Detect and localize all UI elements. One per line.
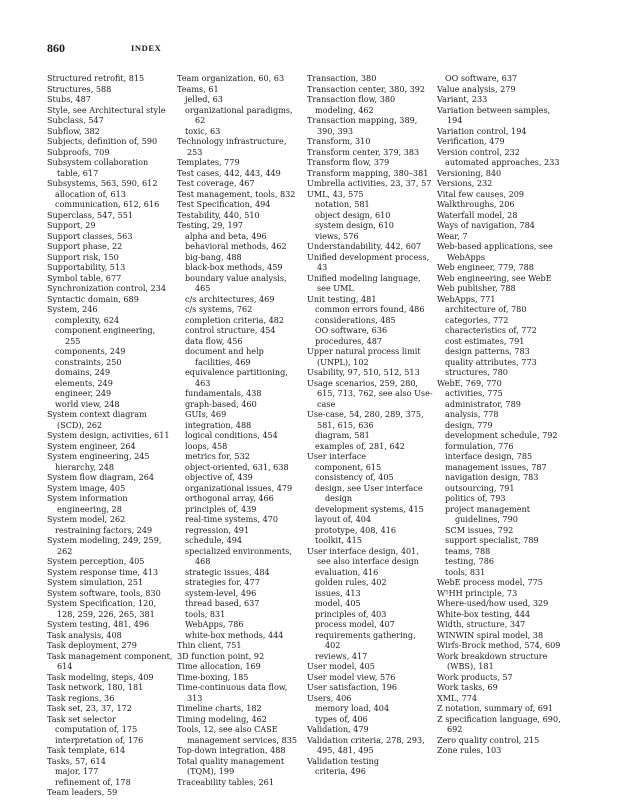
index-entry: Work products, 57 <box>437 671 513 682</box>
index-subentry: layout of, 404 <box>315 514 372 524</box>
index-entry: Versions, 232 <box>437 178 493 188</box>
index-entry: Test cases, 442, 443, 449 <box>177 167 281 178</box>
index-entry: Team organization, 60, 63 <box>177 73 285 83</box>
index-subentry: modeling, 462 <box>315 104 374 115</box>
index-entry: Syntactic domain, 689 <box>47 293 139 304</box>
index-subentry: domains, 249 <box>55 367 111 377</box>
index-entry: User model, 405 <box>307 661 375 671</box>
index-subentry: component engineering, 255 <box>55 325 156 346</box>
index-entry: Z specification language, 690, 692 <box>437 713 561 734</box>
index-entry: XML, 774 <box>437 692 478 703</box>
index-subentry: system-level, 496 <box>185 587 257 598</box>
index-subentry: support specialist, 789 <box>445 535 539 545</box>
index-subentry: interpretation of, 176 <box>55 734 144 745</box>
index-entry: Walkthroughs, 206 <box>437 199 515 209</box>
index-entry: Variant, 233 <box>437 94 488 104</box>
index-subentry: organizational paradigms, 62 <box>185 104 293 125</box>
index-subentry: elements, 249 <box>55 377 113 388</box>
index-entry: WebE, 769, 770 <box>437 377 502 388</box>
index-entry: Subjects, definition of, 590 <box>47 136 158 146</box>
index-entry: Task regions, 36 <box>47 692 115 703</box>
index-entry: Vital few causes, 209 <box>437 188 525 199</box>
index-entry: Usability, 97, 510, 512, 513 <box>307 367 420 377</box>
index-subentry: GUIs, 469 <box>185 409 227 419</box>
index-entry: User interface <box>307 451 367 461</box>
index-entry: Teams, 61 <box>177 83 219 94</box>
index-subentry: views, 576 <box>315 230 359 241</box>
index-entry: Verification, 479 <box>437 136 505 146</box>
index-entry: Total quality management (TQM), 199 <box>177 755 285 776</box>
index-entry: Task network, 180, 181 <box>47 682 144 692</box>
index-entry: W⁵HH principle, 73 <box>437 587 518 598</box>
index-entry: Transform mapping, 380–381 <box>307 167 429 178</box>
index-subentry: consistency of, 405 <box>315 472 394 482</box>
index-entry: Supportability, 513 <box>47 262 126 272</box>
index-entry: Transform center, 379, 383 <box>307 146 420 157</box>
index-subentry: procedures, 487 <box>315 335 383 346</box>
index-entry: System simulation, 251 <box>47 577 144 587</box>
index-entry: Support classes, 563 <box>47 230 133 241</box>
index-entry: Technology infrastructure, 253 <box>177 136 287 157</box>
index-subentry: component, 615 <box>315 461 382 472</box>
index-subentry: system design, 610 <box>315 220 394 230</box>
index-entry: System engineering, 245 <box>47 451 150 461</box>
page-number: 860 <box>47 41 65 55</box>
index-entry: Timeline charts, 182 <box>177 703 262 713</box>
index-entry: WebApps, 771 <box>437 293 496 304</box>
index-entry: Synchronization control, 234 <box>47 283 167 293</box>
index-entry: Support, 29 <box>47 220 96 230</box>
index-entry: Time-continuous data flow, 313 <box>177 682 288 703</box>
index-subentry: refinement of, 178 <box>55 776 131 787</box>
index-entry: WINWIN spiral model, 38 <box>437 629 544 640</box>
index-entry: Zero quality control, 215 <box>437 734 540 745</box>
index-entry: System software, tools, 830 <box>47 587 161 598</box>
index-entry: Transaction mapping, 389, 390, 393 <box>307 115 418 136</box>
index-subentry: outsourcing, 791 <box>445 482 515 493</box>
index-subentry: teams, 788 <box>445 545 491 556</box>
index-subentry: components, 249 <box>55 346 126 356</box>
index-entry: Validation criteria, 278, 293, 495, 481, 495 <box>307 734 425 755</box>
index-entry: Subsystem collaboration table, 617 <box>47 157 149 178</box>
index-entry: Users, 406 <box>307 692 352 703</box>
index-entry: System response time, 413 <box>47 566 159 577</box>
index-subentry: quality attributes, 773 <box>445 356 537 367</box>
index-entry: Testability, 440, 510 <box>177 209 260 220</box>
index-column-1 <box>47 73 173 798</box>
index-subentry: document and help facilities, 469 <box>185 346 264 367</box>
index-column-2 <box>177 73 303 787</box>
index-entry: UML, 43, 575 <box>307 188 364 199</box>
index-entry: Upper natural process limit (UNPL), 102 <box>307 346 421 367</box>
index-subentry: schedule, 494 <box>185 535 243 545</box>
index-subentry: white-box methods, 444 <box>185 629 284 640</box>
index-subentry: toolkit, 415 <box>315 535 362 545</box>
index-subentry: categories, 772 <box>445 314 509 325</box>
index-subentry: object design, 610 <box>315 209 391 220</box>
index-entry: Ways of navigation, 784 <box>437 220 535 230</box>
index-entry: Test Specification, 494 <box>177 199 271 209</box>
index-subentry: behavioral methods, 462 <box>185 241 287 251</box>
index-entry: System image, 405 <box>47 482 126 493</box>
index-subentry: development systems, 415 <box>315 503 424 514</box>
index-entry: Structures, 588 <box>47 83 112 94</box>
index-entry: Task set selector <box>47 713 116 724</box>
index-subentry: requirements gathering, 402 <box>315 629 416 650</box>
index-subentry: logical conditions, 454 <box>185 430 278 440</box>
index-entry: Transaction center, 380, 392 <box>307 83 426 94</box>
index-column-3 <box>307 73 433 777</box>
index-subentry: complexity, 624 <box>55 314 120 325</box>
index-entry: Zone rules, 103 <box>437 745 502 755</box>
index-entry: Structured retrofit, 815 <box>47 73 145 83</box>
index-entry: System, 246 <box>47 304 98 314</box>
index-entry: Test coverage, 467 <box>177 178 255 188</box>
index-subentry: model, 405 <box>315 598 361 608</box>
index-entry: Task template, 614 <box>47 745 126 755</box>
index-subentry: characteristics of, 772 <box>445 325 537 335</box>
index-subentry: cost estimates, 791 <box>445 335 525 346</box>
index-subentry: common errors found, 486 <box>315 304 425 314</box>
index-entry: Time allocation, 169 <box>177 661 261 671</box>
index-entry: Stubs, 487 <box>47 94 91 104</box>
index-subentry: politics of, 793 <box>445 493 506 503</box>
index-subentry: tools, 831 <box>185 608 226 619</box>
index-subentry: types of, 406 <box>315 713 368 724</box>
index-subentry: computation of, 175 <box>55 724 138 734</box>
index-subentry: world view, 248 <box>55 398 120 409</box>
index-subentry: organizational issues, 479 <box>185 482 293 493</box>
index-entry: Wirfs-Brock method, 574, 609 <box>437 640 561 650</box>
index-entry: System design, activities, 611 <box>47 430 170 440</box>
index-subentry: equivalence partitioning, 463 <box>185 367 288 388</box>
index-subentry: strategies for, 477 <box>185 577 260 587</box>
index-entry: Versioning, 840 <box>437 167 502 178</box>
index-entry: Unit testing, 481 <box>307 293 377 304</box>
index-entry: Transform, 310 <box>307 136 371 146</box>
index-subentry: notation, 581 <box>315 199 370 209</box>
index-entry: Umbrella activities, 23, 37, 57 <box>307 178 432 188</box>
index-entry: Task deployment, 279 <box>47 640 137 650</box>
index-subentry: fundamentals, 438 <box>185 388 262 398</box>
index-entry: Subclass, 547 <box>47 115 104 125</box>
index-subentry: principles of, 403 <box>315 608 387 619</box>
index-entry: Tasks, 57, 614 <box>47 755 106 766</box>
index-entry: WebE process model, 775 <box>437 577 543 587</box>
index-subentry: integration, 488 <box>185 419 252 430</box>
index-entry: Team leaders, 59 <box>47 787 118 797</box>
index-subentry: SCM issues, 792 <box>445 524 514 535</box>
index-subentry: development schedule, 792 <box>445 430 558 440</box>
index-entry: Subflow, 382 <box>47 125 100 136</box>
index-entry: User satisfaction, 196 <box>307 682 398 692</box>
index-entry: White-box testing, 444 <box>437 608 531 619</box>
index-subentry: restraining factors, 249 <box>55 524 153 535</box>
index-subentry: OO software, 636 <box>315 325 388 335</box>
index-entry: User interface design, 401, see also interface design <box>307 545 419 566</box>
index-entry: System context diagram (SCD), 262 <box>47 409 147 430</box>
index-entry: Usage scenarios, 259, 280, 615, 713, 762, see also Use-case <box>307 377 433 409</box>
index-entry: Task analysis, 408 <box>47 629 122 640</box>
index-subentry: diagram, 581 <box>315 430 370 440</box>
index-entry: Top-down integration, 488 <box>177 745 286 755</box>
index-entry: Task set, 23, 37, 172 <box>47 703 132 713</box>
index-subentry: memory load, 404 <box>315 703 390 713</box>
index-subentry: allocation of, 613 <box>55 188 126 199</box>
index-entry: Value analysis, 279 <box>437 83 516 94</box>
index-entry: Templates, 779 <box>177 157 240 167</box>
index-subentry: toxic, 63 <box>185 125 221 136</box>
index-entry: Validation, 479 <box>307 724 369 734</box>
index-entry: Understandability, 442, 607 <box>307 241 422 251</box>
index-subentry: boundary value analysis, 465 <box>185 272 287 293</box>
index-subentry: black-box methods, 459 <box>185 262 283 272</box>
index-subentry: major, 177 <box>55 766 99 776</box>
index-entry: System flow diagram, 264 <box>47 472 155 482</box>
index-subentry: administrator, 789 <box>445 398 521 409</box>
index-entry: Validation testing <box>307 755 380 766</box>
index-subentry: data flow, 456 <box>185 335 243 346</box>
index-subentry: structures, 780 <box>445 367 508 377</box>
index-entry: Variation between samples, 194 <box>437 104 551 125</box>
index-entry: Style, see Architectural style <box>47 104 166 115</box>
index-subentry: tools, 831 <box>445 566 486 577</box>
index-subentry: activities, 775 <box>445 388 503 398</box>
index-subentry: real-time systems, 470 <box>185 514 279 524</box>
index-entry: Work breakdown structure (WBS), 181 <box>437 650 548 671</box>
index-entry: Z notation, summary of, 691 <box>437 703 554 713</box>
index-entry: Testing, 29, 197 <box>177 220 243 230</box>
index-entry: Work tasks, 69 <box>437 682 498 692</box>
index-entry: Width, structure, 347 <box>437 619 526 629</box>
index-entry: Subproofs, 709 <box>47 146 110 157</box>
index-subentry: object-oriented, 631, 638 <box>185 461 289 472</box>
index-subentry: alpha and beta, 496 <box>185 230 267 241</box>
running-title: INDEX <box>131 43 162 53</box>
index-subentry: OO software, 637 <box>445 73 518 83</box>
index-entry: System modeling, 249, 259, 262 <box>47 535 162 556</box>
index-entry: Time-boxing, 185 <box>177 671 249 682</box>
index-subentry: analysis, 778 <box>445 409 499 419</box>
index-columns <box>0 73 637 797</box>
index-subentry: completion criteria, 482 <box>185 314 285 325</box>
index-subentry: navigation design, 783 <box>445 472 539 482</box>
index-entry: Unified modeling language, see UML <box>307 272 421 293</box>
index-subentry: jelled, 63 <box>185 94 223 104</box>
page-header <box>47 41 607 57</box>
index-subentry: evaluation, 416 <box>315 566 379 577</box>
index-subentry: hierarchy, 248 <box>55 461 114 472</box>
index-entry: System testing, 481, 496 <box>47 619 150 629</box>
index-subentry: automated approaches, 233 <box>445 157 560 167</box>
index-entry: Task modeling, steps, 409 <box>47 671 154 682</box>
index-entry: Test management, tools, 832 <box>177 188 296 199</box>
index-subentry: testing, 786 <box>445 556 495 566</box>
index-entry: Unified development process, 43 <box>307 251 430 272</box>
index-entry: Symbol table, 677 <box>47 272 122 283</box>
index-entry: Superclass, 547, 551 <box>47 209 134 220</box>
index-subentry: specialized environments, 468 <box>185 545 292 566</box>
index-subentry: strategic issues, 484 <box>185 566 270 577</box>
index-column-4 <box>437 73 563 756</box>
index-subentry: process model, 407 <box>315 619 395 629</box>
index-entry: Web-based applications, see WebApps <box>437 241 553 262</box>
index-subentry: issues, 413 <box>315 587 361 598</box>
index-entry: Support phase, 22 <box>47 241 123 251</box>
index-entry: Transaction flow, 380 <box>307 94 396 104</box>
index-entry: Transaction, 380 <box>307 73 377 83</box>
index-entry: Wear, 7 <box>437 230 468 241</box>
index-entry: Variation control, 194 <box>437 125 527 136</box>
index-subentry: orthogonal array, 466 <box>185 493 274 503</box>
index-subentry: design, 779 <box>445 419 493 430</box>
index-subentry: loops, 458 <box>185 440 228 451</box>
index-entry: Where-used/how used, 329 <box>437 598 549 608</box>
index-subentry: c/s architectures, 469 <box>185 293 275 304</box>
index-entry: System model, 262 <box>47 514 126 524</box>
index-subentry: management issues, 787 <box>445 461 547 472</box>
index-subentry: communication, 612, 616 <box>55 199 160 209</box>
index-entry: User model view, 576 <box>307 671 396 682</box>
index-subentry: engineer, 249 <box>55 388 112 398</box>
index-subentry: control structure, 454 <box>185 325 276 335</box>
index-entry: System perception, 405 <box>47 556 145 566</box>
index-subentry: WebApps, 786 <box>185 619 244 629</box>
index-entry: 3D function point, 92 <box>177 650 265 661</box>
index-subentry: project management guidelines, 790 <box>445 503 531 524</box>
index-subentry: criteria, 496 <box>315 766 366 776</box>
index-entry: Tools, 12, see also CASE management services, 835 <box>177 724 298 745</box>
index-subentry: architecture of, 780 <box>445 304 527 314</box>
index-subentry: principles of, 439 <box>185 503 257 514</box>
index-subentry: interface design, 785 <box>445 451 533 461</box>
index-subentry: formulation, 776 <box>445 440 514 451</box>
index-subentry: thread based, 637 <box>185 598 260 608</box>
index-subentry: objective of, 439 <box>185 472 253 482</box>
index-subentry: graph-based, 460 <box>185 398 257 409</box>
index-entry: Version control, 232 <box>437 146 520 157</box>
index-subentry: reviews, 417 <box>315 650 368 661</box>
index-entry: Timing modeling, 462 <box>177 713 267 724</box>
index-subentry: regression, 491 <box>185 524 250 535</box>
index-subentry: big-bang, 488 <box>185 251 242 262</box>
index-entry: System information engineering, 28 <box>47 493 128 514</box>
index-entry: Waterfall model, 28 <box>437 209 518 220</box>
index-entry: Traceability tables, 261 <box>177 776 274 787</box>
index-subentry: considerations, 485 <box>315 314 396 325</box>
index-entry: Subsystems, 563, 590, 612 <box>47 178 158 188</box>
index-entry: Web engineer, 779, 788 <box>437 262 534 272</box>
index-entry: Task management component, 614 <box>47 650 173 671</box>
index-subentry: constraints, 250 <box>55 356 122 367</box>
index-subentry: metrics for, 532 <box>185 451 250 461</box>
index-subentry: examples of, 281, 642 <box>315 440 405 451</box>
index-entry: Use-case, 54, 280, 289, 375, 581, 615, 636 <box>307 409 424 430</box>
index-subentry: design patterns, 783 <box>445 346 530 356</box>
index-entry: Support risk, 150 <box>47 251 119 262</box>
index-entry: Thin client, 751 <box>177 640 242 650</box>
index-entry: Web publisher, 788 <box>437 283 516 293</box>
index-entry: System Specification, 120, 128, 259, 226, 265, 381 <box>47 598 157 619</box>
index-entry: Transform flow, 379 <box>307 157 390 167</box>
index-entry: Web engineering, see WebE <box>437 272 552 283</box>
index-subentry: prototype, 408, 416 <box>315 524 397 535</box>
index-subentry: c/s systems, 762 <box>185 304 253 314</box>
index-subentry: design, see User interface design <box>315 482 423 503</box>
index-entry: System engineer, 264 <box>47 440 136 451</box>
index-subentry: golden rules, 402 <box>315 577 387 587</box>
